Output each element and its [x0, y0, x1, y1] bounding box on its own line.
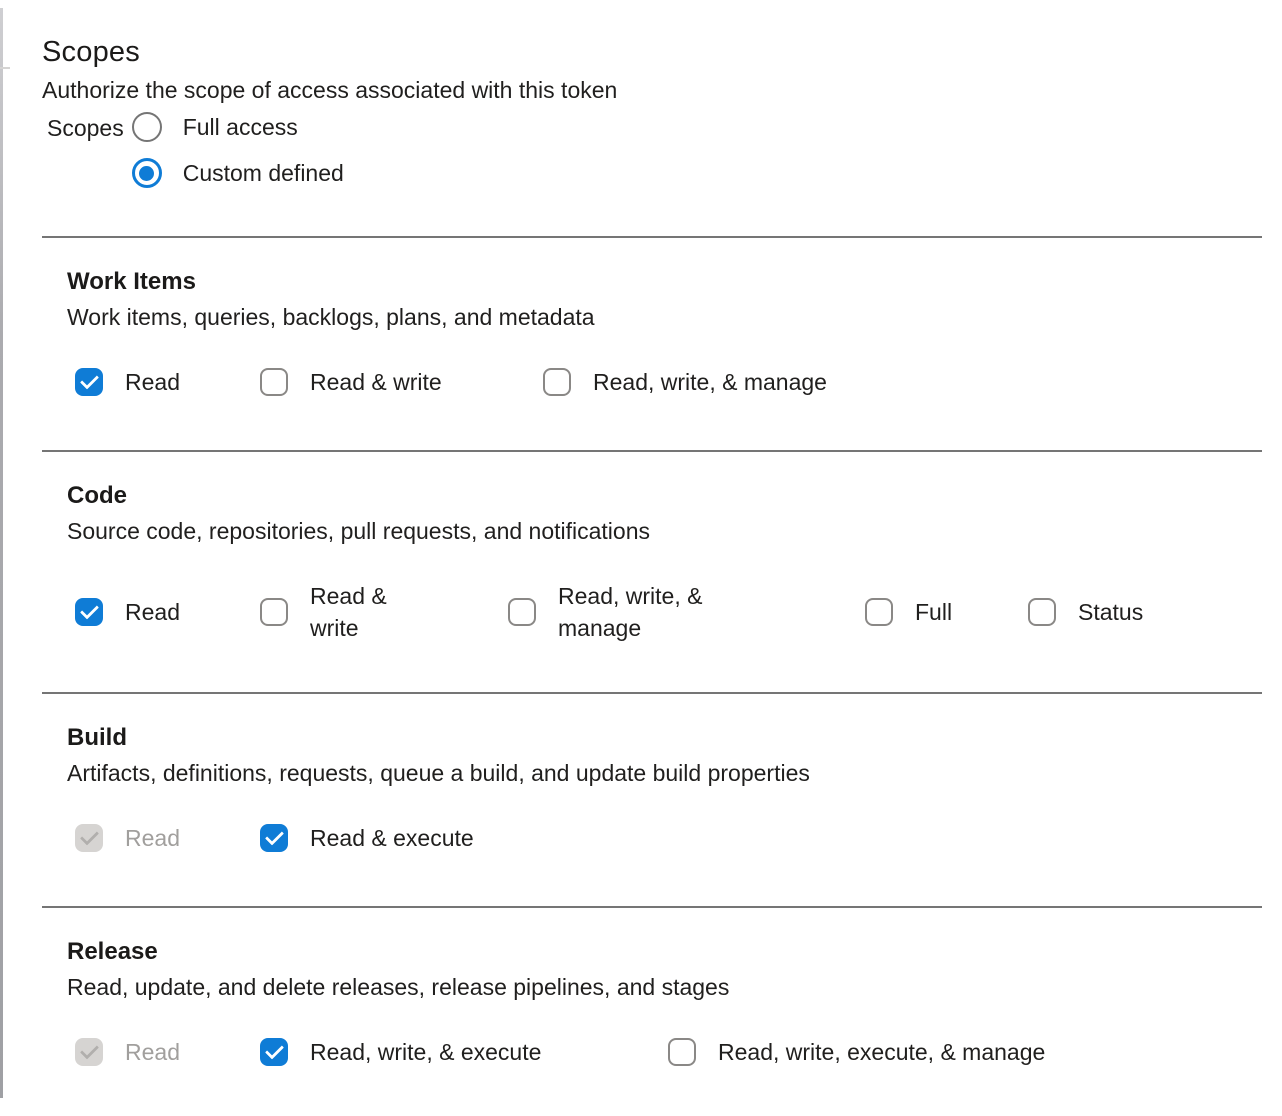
section-title: Release	[67, 938, 158, 965]
checkbox-checked-icon[interactable]	[75, 368, 103, 396]
checkbox-option-status[interactable]	[1028, 596, 1143, 628]
checkbox-option-read-write-manage[interactable]	[508, 580, 865, 644]
checkbox-label: Read, write, execute, & manage	[718, 1039, 1046, 1065]
checkbox-label: Read	[125, 1039, 180, 1065]
checkbox-option-full[interactable]	[865, 596, 1028, 628]
checkbox-option-read-write[interactable]	[260, 580, 508, 644]
checkbox-checked-icon[interactable]	[260, 1038, 288, 1066]
left-scrollbar[interactable]	[0, 8, 3, 1098]
section-description: Artifacts, definitions, requests, queue a build, and update build properties	[67, 760, 810, 786]
page-subtitle: Authorize the scope of access associated with this token	[42, 77, 618, 103]
radio-unselected-icon[interactable]	[132, 112, 162, 142]
checkbox-label: Read	[125, 369, 180, 395]
checkbox-option-read-write-manage[interactable]	[543, 366, 827, 398]
checkbox-option-read	[75, 822, 260, 854]
checkbox-checked-icon[interactable]	[260, 824, 288, 852]
checkbox-unchecked-icon[interactable]	[1028, 598, 1056, 626]
checkbox-label: Read & write	[310, 369, 442, 395]
checkbox-unchecked-icon[interactable]	[508, 598, 536, 626]
checkbox-row	[75, 1036, 1262, 1068]
checkbox-label: Read & write	[310, 583, 387, 641]
checkbox-label: Read	[125, 599, 180, 625]
left-edge-divider	[0, 67, 10, 69]
scope-sections	[0, 236, 1282, 1116]
scope-section-work-items	[0, 238, 1282, 450]
checkbox-label: Read & execute	[310, 825, 474, 851]
scope-mode-field	[42, 112, 1262, 188]
checkbox-option-read[interactable]	[75, 596, 260, 628]
checkbox-label: Read, write, & manage	[593, 369, 827, 395]
checkmark-icon	[79, 1040, 98, 1059]
checkbox-option-read-execute[interactable]	[260, 822, 474, 854]
section-description: Work items, queries, backlogs, plans, and metadata	[67, 304, 595, 330]
checkmark-icon	[79, 370, 98, 389]
radio-option-full-access[interactable]	[132, 112, 344, 142]
checkbox-unchecked-icon[interactable]	[260, 598, 288, 626]
checkbox-label: Status	[1078, 599, 1144, 625]
section-description: Read, update, and delete releases, release pipelines, and stages	[67, 974, 730, 1000]
checkbox-option-read[interactable]	[75, 366, 260, 398]
checkmark-icon	[264, 826, 283, 845]
checkbox-label: Read	[125, 825, 180, 851]
checkmark-icon	[264, 1040, 283, 1059]
scope-section-build	[0, 694, 1282, 906]
checkbox-checked-disabled-icon	[75, 1038, 103, 1066]
section-title: Work Items	[67, 268, 196, 295]
checkbox-row	[75, 822, 1262, 854]
checkbox-option-read-write[interactable]	[260, 366, 543, 398]
checkbox-label: Read, write, & execute	[310, 1039, 542, 1065]
page-title: Scopes	[42, 36, 140, 68]
checkbox-unchecked-icon[interactable]	[668, 1038, 696, 1066]
radio-label: Full access	[182, 114, 298, 140]
checkbox-checked-disabled-icon	[75, 824, 103, 852]
checkbox-option-read	[75, 1036, 260, 1068]
section-title: Build	[67, 724, 127, 751]
checkmark-icon	[79, 826, 98, 845]
scope-section-release	[0, 908, 1282, 1116]
checkbox-option-read-write-execute[interactable]	[260, 1036, 668, 1068]
radio-option-custom-defined[interactable]	[132, 158, 344, 188]
checkbox-unchecked-icon[interactable]	[543, 368, 571, 396]
scope-mode-label: Scopes	[47, 115, 124, 141]
section-description: Source code, repositories, pull requests, and notifications	[67, 518, 650, 544]
checkbox-row	[75, 366, 1262, 398]
scope-section-code	[0, 452, 1282, 692]
checkbox-unchecked-icon[interactable]	[260, 368, 288, 396]
checkmark-icon	[79, 600, 98, 619]
section-title: Code	[67, 482, 127, 509]
checkbox-row	[75, 580, 1262, 644]
scopes-header	[0, 0, 1282, 188]
radio-label: Custom defined	[182, 160, 344, 186]
checkbox-checked-icon[interactable]	[75, 598, 103, 626]
scope-mode-radio-group	[132, 112, 344, 188]
checkbox-label: Read, write, & manage	[558, 583, 703, 641]
checkbox-unchecked-icon[interactable]	[865, 598, 893, 626]
radio-selected-icon[interactable]	[132, 158, 162, 188]
checkbox-label: Full	[915, 599, 953, 625]
checkbox-option-read-write-execute-manage[interactable]	[668, 1036, 1045, 1068]
